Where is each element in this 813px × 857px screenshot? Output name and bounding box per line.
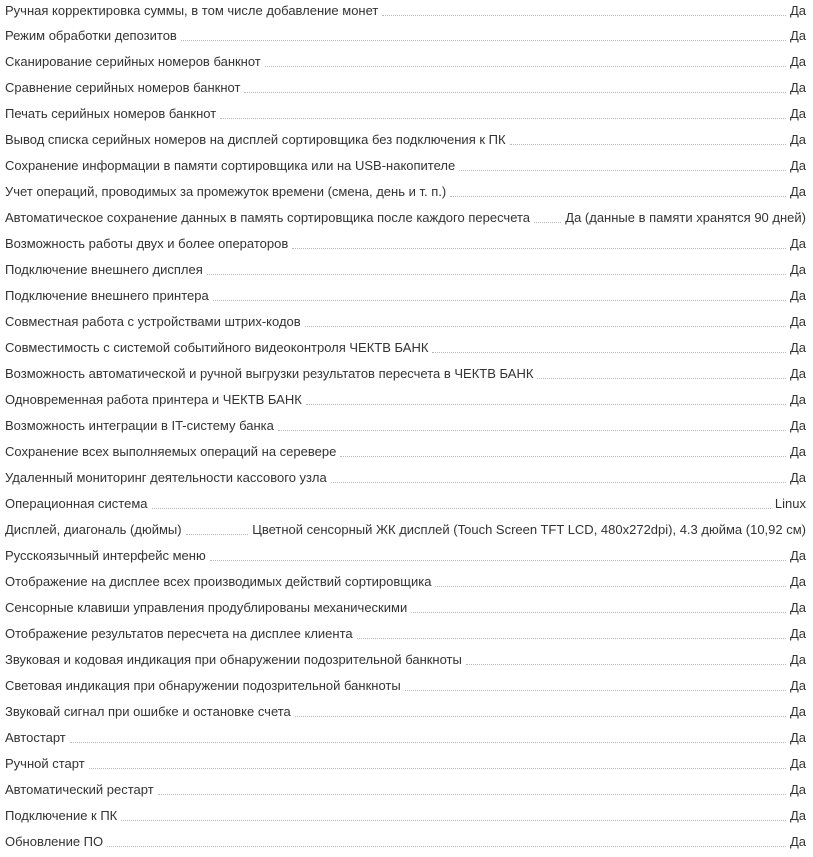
dot-leader bbox=[220, 106, 786, 119]
spec-row bbox=[0, 701, 813, 727]
spec-label: Операционная система bbox=[5, 493, 148, 511]
spec-label: Ручная корректировка суммы, в том числе добавление монет bbox=[5, 0, 378, 18]
spec-value: Да bbox=[789, 808, 806, 823]
spec-value: Да bbox=[789, 574, 806, 589]
dot-leader bbox=[70, 730, 786, 743]
spec-row bbox=[0, 259, 813, 285]
dot-leader bbox=[121, 808, 786, 821]
spec-value: Да bbox=[789, 158, 806, 173]
spec-row bbox=[0, 649, 813, 675]
spec-row bbox=[0, 181, 813, 207]
spec-row bbox=[0, 207, 813, 233]
dot-leader bbox=[292, 236, 786, 249]
spec-label: Сенсорные клавиши управления продублированы механическими bbox=[5, 597, 407, 615]
dot-leader bbox=[459, 158, 786, 171]
spec-row bbox=[0, 311, 813, 337]
spec-label: Автостарт bbox=[5, 727, 66, 745]
spec-label: Подключение к ПК bbox=[5, 805, 117, 823]
dot-leader bbox=[244, 80, 786, 93]
spec-label: Сохранение информации в памяти сортировщика или на USB-накопителе bbox=[5, 155, 455, 173]
spec-label: Ручной старт bbox=[5, 753, 85, 771]
dot-leader bbox=[382, 3, 786, 16]
spec-label: Одновременная работа принтера и ЧЕКТВ БАНК bbox=[5, 389, 302, 407]
spec-value: Да bbox=[789, 652, 806, 667]
spec-row bbox=[0, 0, 813, 25]
spec-row bbox=[0, 51, 813, 77]
spec-value: Да bbox=[789, 236, 806, 251]
dot-leader bbox=[278, 418, 786, 431]
spec-value: Да bbox=[789, 262, 806, 277]
spec-row bbox=[0, 363, 813, 389]
spec-row bbox=[0, 753, 813, 779]
spec-value: Да bbox=[789, 470, 806, 485]
spec-row bbox=[0, 779, 813, 805]
spec-value: Да (данные в памяти хранятся 90 дней) bbox=[565, 210, 806, 225]
spec-label: Печать серийных номеров банкнот bbox=[5, 103, 216, 121]
spec-row bbox=[0, 831, 813, 857]
spec-label: Вывод списка серийных номеров на дисплей сортировщика без подключения к ПК bbox=[5, 129, 506, 147]
spec-row bbox=[0, 545, 813, 571]
dot-leader bbox=[331, 470, 786, 483]
dot-leader bbox=[181, 28, 786, 41]
spec-row bbox=[0, 441, 813, 467]
spec-row bbox=[0, 675, 813, 701]
spec-value: Да bbox=[789, 54, 806, 69]
dot-leader bbox=[213, 288, 786, 301]
spec-label: Автоматическое сохранение данных в память сортировщика после каждого пересчета bbox=[5, 207, 530, 225]
spec-value: Да bbox=[789, 288, 806, 303]
spec-label: Совместимость с системой событийного видеоконтроля ЧЕКТВ БАНК bbox=[5, 337, 428, 355]
dot-leader bbox=[435, 574, 786, 587]
spec-value: Да bbox=[789, 730, 806, 745]
spec-value: Linux bbox=[774, 496, 806, 511]
spec-value: Да bbox=[789, 418, 806, 433]
dot-leader bbox=[152, 496, 771, 509]
spec-row bbox=[0, 337, 813, 363]
spec-value: Да bbox=[789, 626, 806, 641]
spec-label: Автоматический рестарт bbox=[5, 779, 154, 797]
spec-value: Да bbox=[789, 3, 806, 18]
spec-value: Да bbox=[789, 548, 806, 563]
spec-label: Световая индикация при обнаружении подозрительной банкноты bbox=[5, 675, 401, 693]
spec-label: Отображение на дисплее всех производимых действий сортировщика bbox=[5, 571, 431, 589]
spec-row bbox=[0, 519, 813, 545]
spec-row bbox=[0, 25, 813, 51]
spec-row bbox=[0, 103, 813, 129]
spec-row bbox=[0, 155, 813, 181]
spec-row bbox=[0, 467, 813, 493]
spec-value: Да bbox=[789, 678, 806, 693]
spec-row bbox=[0, 285, 813, 311]
dot-leader bbox=[537, 366, 786, 379]
dot-leader bbox=[534, 210, 561, 223]
dot-leader bbox=[89, 756, 786, 769]
dot-leader bbox=[510, 132, 786, 145]
spec-label: Обновление ПО bbox=[5, 831, 103, 849]
spec-value: Да bbox=[789, 184, 806, 199]
spec-label: Русскоязычный интерфейс меню bbox=[5, 545, 206, 563]
spec-value: Да bbox=[789, 314, 806, 329]
spec-row bbox=[0, 389, 813, 415]
spec-row bbox=[0, 623, 813, 649]
dot-leader bbox=[305, 314, 786, 327]
dot-leader bbox=[432, 340, 786, 353]
dot-leader bbox=[357, 626, 786, 639]
spec-value: Да bbox=[789, 392, 806, 407]
spec-value: Да bbox=[789, 600, 806, 615]
dot-leader bbox=[466, 652, 786, 665]
dot-leader bbox=[295, 704, 786, 717]
spec-label: Возможность интеграции в IT-систему банка bbox=[5, 415, 274, 433]
spec-row bbox=[0, 129, 813, 155]
spec-value: Да bbox=[789, 366, 806, 381]
spec-value: Да bbox=[789, 106, 806, 121]
dot-leader bbox=[306, 392, 786, 405]
spec-label: Сравнение серийных номеров банкнот bbox=[5, 77, 240, 95]
spec-label: Режим обработки депозитов bbox=[5, 25, 177, 43]
dot-leader bbox=[207, 262, 786, 275]
dot-leader bbox=[411, 600, 786, 613]
spec-row bbox=[0, 415, 813, 441]
spec-value: Да bbox=[789, 834, 806, 849]
spec-value: Да bbox=[789, 444, 806, 459]
spec-label: Сохранение всех выполняемых операций на серевере bbox=[5, 441, 336, 459]
spec-row bbox=[0, 597, 813, 623]
spec-row bbox=[0, 727, 813, 753]
spec-row bbox=[0, 571, 813, 597]
dot-leader bbox=[450, 184, 786, 197]
spec-label: Подключение внешнего дисплея bbox=[5, 259, 203, 277]
dot-leader bbox=[107, 834, 786, 847]
spec-value: Да bbox=[789, 782, 806, 797]
spec-value: Да bbox=[789, 704, 806, 719]
dot-leader bbox=[405, 678, 786, 691]
spec-value: Цветной сенсорный ЖК дисплей (Touch Screen TFT LCD, 480x272dpi), 4.3 дюйма (10,92 см) bbox=[252, 522, 806, 537]
spec-label: Дисплей, диагональ (дюймы) bbox=[5, 519, 182, 537]
spec-label: Совместная работа с устройствами штрих-кодов bbox=[5, 311, 301, 329]
spec-value: Да bbox=[789, 28, 806, 43]
spec-label: Сканирование серийных номеров банкнот bbox=[5, 51, 261, 69]
spec-value: Да bbox=[789, 756, 806, 771]
spec-label: Звуковай сигнал при ошибке и остановке счета bbox=[5, 701, 291, 719]
dot-leader bbox=[265, 54, 786, 67]
spec-value: Да bbox=[789, 80, 806, 95]
spec-label: Отображение результатов пересчета на дисплее клиента bbox=[5, 623, 353, 641]
spec-row bbox=[0, 805, 813, 831]
spec-value: Да bbox=[789, 340, 806, 355]
spec-label: Звуковая и кодовая индикация при обнаружении подозрительной банкноты bbox=[5, 649, 462, 667]
spec-label: Учет операций, проводимых за промежуток времени (смена, день и т. п.) bbox=[5, 181, 446, 199]
spec-row bbox=[0, 77, 813, 103]
spec-label: Возможность работы двух и более операторов bbox=[5, 233, 288, 251]
spec-label: Подключение внешнего принтера bbox=[5, 285, 209, 303]
spec-label: Удаленный мониторинг деятельности кассового узла bbox=[5, 467, 327, 485]
dot-leader bbox=[340, 444, 786, 457]
spec-value: Да bbox=[789, 132, 806, 147]
spec-label: Возможность автоматической и ручной выгрузки результатов пересчета в ЧЕКТВ БАНК bbox=[5, 363, 533, 381]
spec-row bbox=[0, 493, 813, 519]
dot-leader bbox=[186, 522, 249, 535]
spec-row bbox=[0, 233, 813, 259]
dot-leader bbox=[158, 782, 786, 795]
dot-leader bbox=[210, 548, 786, 561]
